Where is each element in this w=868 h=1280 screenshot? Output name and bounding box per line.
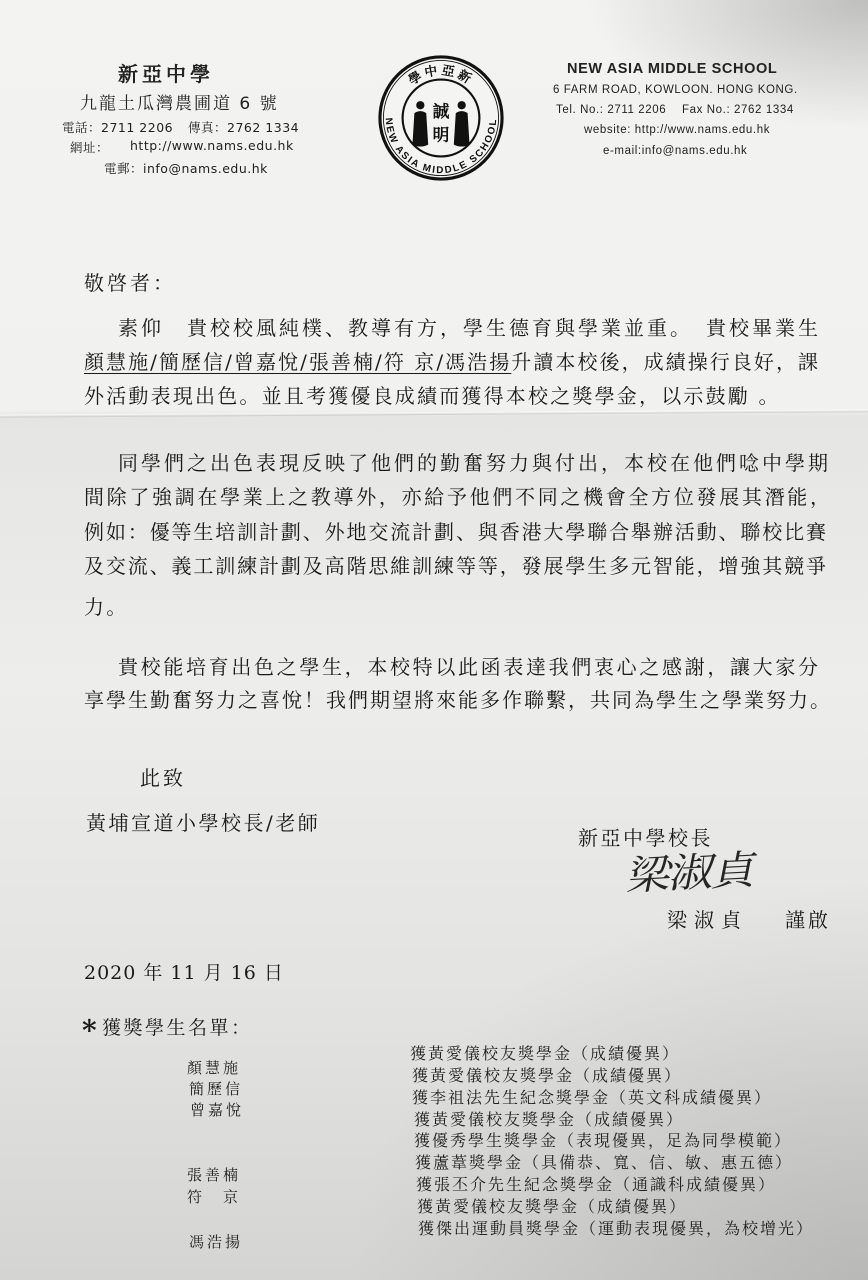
list-item: 符 京 (187, 1188, 242, 1206)
p1-line-3: 外活動表現出色。並且考獲優良成績而獲得本校之獎學金，以示鼓勵 。 (84, 384, 781, 408)
fax-zh: 傳真：2762 1334 (188, 120, 300, 135)
seal-bottom-arc-text: NEW ASIA MIDDLE SCHOOL (382, 117, 500, 177)
website-zh: http://www.nams.edu.hk (130, 138, 294, 153)
seal-center-top-char: 誠 (432, 101, 450, 122)
school-address-en: 6 FARM ROAD, KOWLOON. HONG KONG. (553, 84, 798, 96)
list-item: 馮浩揚 (189, 1233, 244, 1251)
p2-line-1: 同學們之出色表現反映了他們的勤奮努力與付出，本校在他們唸中學期 (118, 451, 828, 475)
list-item: 顏慧施 (187, 1059, 242, 1077)
website-en: website: http://www.nams.edu.hk (584, 124, 771, 136)
school-name-zh: 新亞中學 (118, 62, 214, 86)
email-zh: 電郵：info@nams.edu.hk (104, 161, 268, 176)
list-item: 獲優秀學生獎學金（表現優異，足為同學模範） (414, 1131, 793, 1150)
p1-line-2 (84, 350, 818, 374)
p2-line-4: 及交流、義工訓練計劃及高階思維訓練等等，發展學生多元智能，增強其競爭 (84, 554, 826, 578)
school-name-en: NEW ASIA MIDDLE SCHOOL (567, 61, 778, 77)
sender-title: 新亞中學校長 (578, 826, 713, 850)
list-item: 簡歷信 (189, 1080, 244, 1098)
p1-line-1: 素仰 貴校校風純樸、教導有方，學生德育與學業並重。 貴校畢業生 (118, 316, 818, 340)
student-names-underlined: 顏慧施/簡歷信/曾嘉悅/張善楠/符 京/馮浩揚 (84, 350, 512, 374)
list-item: 獲黃愛儀校友獎學金（成績優異） (414, 1110, 685, 1129)
sender-closing: 謹啟 (785, 908, 831, 932)
list-item: 獲蘆葦獎學金（具備恭、寬、信、敏、惠五德） (415, 1153, 794, 1172)
list-item: 獲黃愛儀校友獎學金（成績優異） (417, 1197, 688, 1216)
list-item: 獲李祖法先生紀念獎學金（英文科成績優異） (412, 1088, 773, 1107)
p2-line-3: 例如：優等生培訓計劃、外地交流計劃、與香港大學聯合舉辦活動、聯校比賽 (84, 520, 826, 544)
email-en: e-mail:info@nams.edu.hk (603, 145, 748, 157)
p2-line-5: 力。 (84, 595, 129, 619)
letter-date: 2020 年 11 月 16 日 (84, 962, 284, 984)
awards-heading-asterisk: * (82, 1014, 97, 1047)
paper-crease (0, 409, 868, 417)
list-item: 曾嘉悅 (190, 1101, 245, 1119)
school-address-zh: 九龍土瓜灣農圃道 6 號 (80, 94, 279, 114)
salutation: 敬啓者： (84, 271, 176, 295)
awards-heading: 獲獎學生名單： (102, 1017, 253, 1039)
sender-name: 梁淑貞 (667, 908, 748, 932)
recipient: 黃埔宣道小學校長/老師 (86, 811, 321, 835)
handwritten-signature: 梁淑貞 (623, 846, 761, 900)
phone-zh: 電話：2711 2206 (62, 120, 174, 135)
p2-line-2: 間除了強調在學業上之教導外，亦給予他們不同之機會全方位發展其潛能， (84, 485, 830, 509)
list-item: 獲張丕介先生紀念獎學金（通識科成績優異） (416, 1175, 777, 1194)
p3-line-1: 貴校能培育出色之學生，本校特以此函表達我們衷心之感謝，讓大家分 (118, 655, 818, 679)
closing: 此致 (140, 766, 186, 790)
website-label-zh: 網址： (70, 140, 110, 155)
list-item: 獲黃愛儀校友獎學金（成績優異） (410, 1044, 681, 1063)
seal-top-arc-text: 學中亞新 (406, 63, 476, 89)
list-item: 張善楠 (187, 1166, 242, 1184)
p1-line-2-rest: 升讀本校後，成績操行良好，課 (511, 350, 818, 374)
p3-line-2: 享學生勤奮努力之喜悅！我們期望將來能多作聯繫，共同為學生之學業努力。 (84, 688, 830, 712)
list-item: 獲傑出運動員獎學金（運動表現優異，為校增光） (418, 1219, 815, 1238)
school-seal-logo (377, 54, 505, 182)
list-item: 獲黃愛儀校友獎學金（成績優異） (412, 1066, 683, 1085)
fax-en: Fax No.: 2762 1334 (682, 104, 794, 116)
phone-en: Tel. No.: 2711 2206 (556, 104, 667, 116)
seal-center-bottom-char: 明 (432, 124, 450, 145)
